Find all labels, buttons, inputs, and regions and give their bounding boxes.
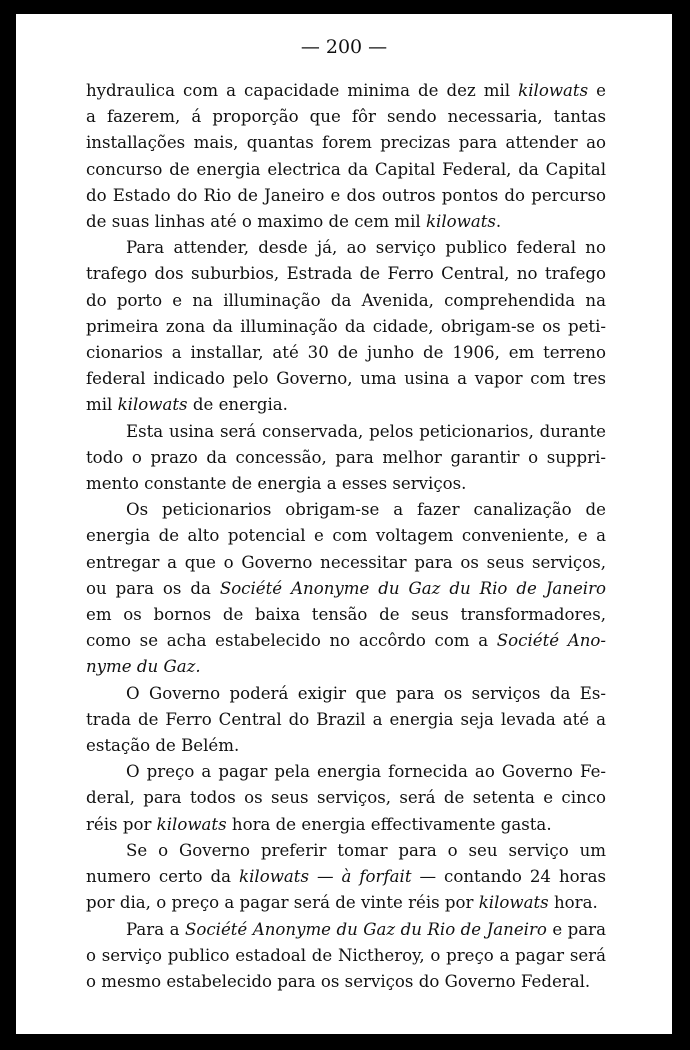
- text-run: O Governo poderá exigir que para os serviços da Es-: [126, 683, 606, 703]
- text-run: Esta usina será conservada, pelos peticionarios, durante: [126, 421, 606, 441]
- text-run: o serviço publico estadoal de Nictheroy, o preço a pagar será: [86, 945, 606, 965]
- text-run: trada de Ferro Central do Brazil a energia seja levada até a: [86, 709, 606, 729]
- text-run: o mesmo estabelecido para os serviços do Governo Federal.: [86, 971, 591, 991]
- page-number: — 200 —: [300, 36, 388, 58]
- text-line: [86, 471, 606, 497]
- italic-text: Société Anonyme du Gaz du Rio de Janeiro: [219, 578, 607, 598]
- text-line: [86, 497, 606, 523]
- text-line: [86, 838, 606, 864]
- text-line: [86, 340, 606, 366]
- text-run: — contando 24 horas: [411, 867, 606, 887]
- text-run: do porto e na illuminação da Avenida, comprehendida na: [86, 290, 606, 310]
- text-line: [86, 628, 606, 654]
- text-line: [86, 366, 606, 392]
- text-line: [86, 157, 606, 183]
- text-run: O preço a pagar pela energia fornecida ao Governo Fe-: [126, 762, 606, 782]
- italic-text: Société Ano-: [496, 631, 607, 651]
- text-line: [86, 445, 606, 471]
- text-run: deral, para todos os seus serviços, será de setenta e cinco: [86, 788, 606, 808]
- paragraph: [86, 419, 606, 498]
- text-line: [86, 392, 606, 418]
- text-run: mil: [86, 395, 118, 415]
- text-run: concurso de energia electrica da Capital Federal, da Capital: [86, 159, 606, 179]
- text-run: federal indicado pelo Governo, uma usina a vapor com tres: [86, 369, 606, 389]
- text-line: [86, 183, 606, 209]
- italic-text: kilowats: [117, 395, 188, 415]
- text-run: de suas linhas até o maximo de cem mil: [86, 212, 426, 232]
- text-line: [86, 707, 606, 733]
- text-run: estação de Belém.: [86, 736, 240, 756]
- text-run: do Estado do Rio de Janeiro e dos outros pontos do percurso: [86, 185, 606, 205]
- text-run: cionarios a installar, até 30 de junho de 1906, em terreno: [86, 343, 606, 363]
- text-line: [86, 419, 606, 445]
- paragraph: [86, 759, 606, 838]
- book-page: [16, 14, 672, 1034]
- text-line: [86, 943, 606, 969]
- italic-text: kilowats: [425, 212, 496, 232]
- text-line: [86, 261, 606, 287]
- paragraph: [86, 78, 606, 235]
- text-run: hydraulica com a capacidade minima de dez mil: [86, 81, 519, 100]
- text-run: de energia.: [187, 395, 288, 415]
- text-line: [86, 523, 606, 549]
- paragraph: [86, 917, 606, 996]
- body-text: [86, 78, 606, 995]
- text-run: ou para os da: [86, 578, 220, 598]
- text-run: trafego dos suburbios, Estrada de Ferro Central, no trafego: [86, 264, 606, 284]
- paragraph: [86, 681, 606, 760]
- paragraph: [86, 497, 606, 680]
- text-run: .: [495, 212, 502, 232]
- text-run: em os bornos de baixa tensão de seus transformadores,: [86, 605, 606, 625]
- italic-text: kilowats: [478, 893, 549, 913]
- italic-text: kilowats — à forfait: [239, 867, 412, 887]
- text-run: réis por: [86, 814, 157, 834]
- paragraph: [86, 235, 606, 418]
- text-run: Para attender, desde já, ao serviço publico federal no: [126, 238, 606, 258]
- italic-text: kilowats: [518, 81, 589, 100]
- text-run: entregar a que o Governo necessitar para os seus serviços,: [86, 552, 606, 572]
- text-run: energia de alto potencial e com voltagem conveniente, e a: [86, 526, 606, 546]
- text-line: [86, 654, 606, 680]
- text-run: Os peticionarios obrigam-se a fazer canalização de: [126, 500, 606, 520]
- text-run: e: [588, 81, 606, 100]
- text-line: [86, 812, 606, 838]
- text-line: [86, 602, 606, 628]
- text-line: [86, 890, 606, 916]
- text-run: a fazerem, á proporção que fôr sendo necessaria, tantas: [86, 107, 606, 127]
- text-run: primeira zona da illuminação da cidade, obrigam-se os peti-: [86, 316, 606, 336]
- text-line: [86, 917, 606, 943]
- text-run: todo o prazo da concessão, para melhor garantir o suppri-: [86, 447, 606, 467]
- text-line: [86, 681, 606, 707]
- text-run: hora.: [548, 893, 598, 913]
- italic-text: kilowats: [156, 814, 227, 834]
- text-run: installações mais, quantas forem precizas para attender ao: [86, 133, 606, 153]
- text-line: [86, 314, 606, 340]
- text-run: como se acha estabelecido no accôrdo com a: [86, 631, 497, 651]
- text-line: [86, 104, 606, 130]
- text-run: numero certo da: [86, 867, 240, 887]
- italic-text: nyme du Gaz.: [86, 657, 201, 677]
- text-run: Se o Governo preferir tomar para o seu serviço um: [126, 840, 606, 860]
- text-line: [86, 969, 606, 995]
- text-line: [86, 576, 606, 602]
- text-run: e para: [546, 919, 606, 939]
- text-line: [86, 550, 606, 576]
- italic-text: Société Anonyme du Gaz du Rio de Janeiro: [184, 919, 547, 939]
- text-line: [86, 733, 606, 759]
- text-run: Para a: [126, 919, 185, 939]
- text-line: [86, 235, 606, 261]
- text-run: hora de energia effectivamente gasta.: [226, 814, 552, 834]
- text-line: [86, 288, 606, 314]
- text-line: [86, 209, 606, 235]
- text-line: [86, 864, 606, 890]
- text-line: [86, 785, 606, 811]
- text-line: [86, 130, 606, 156]
- text-run: mento constante de energia a esses serviços.: [86, 474, 467, 494]
- text-line: [86, 78, 606, 104]
- paragraph: [86, 838, 606, 917]
- text-run: por dia, o preço a pagar será de vinte réis por: [86, 893, 479, 913]
- text-line: [86, 759, 606, 785]
